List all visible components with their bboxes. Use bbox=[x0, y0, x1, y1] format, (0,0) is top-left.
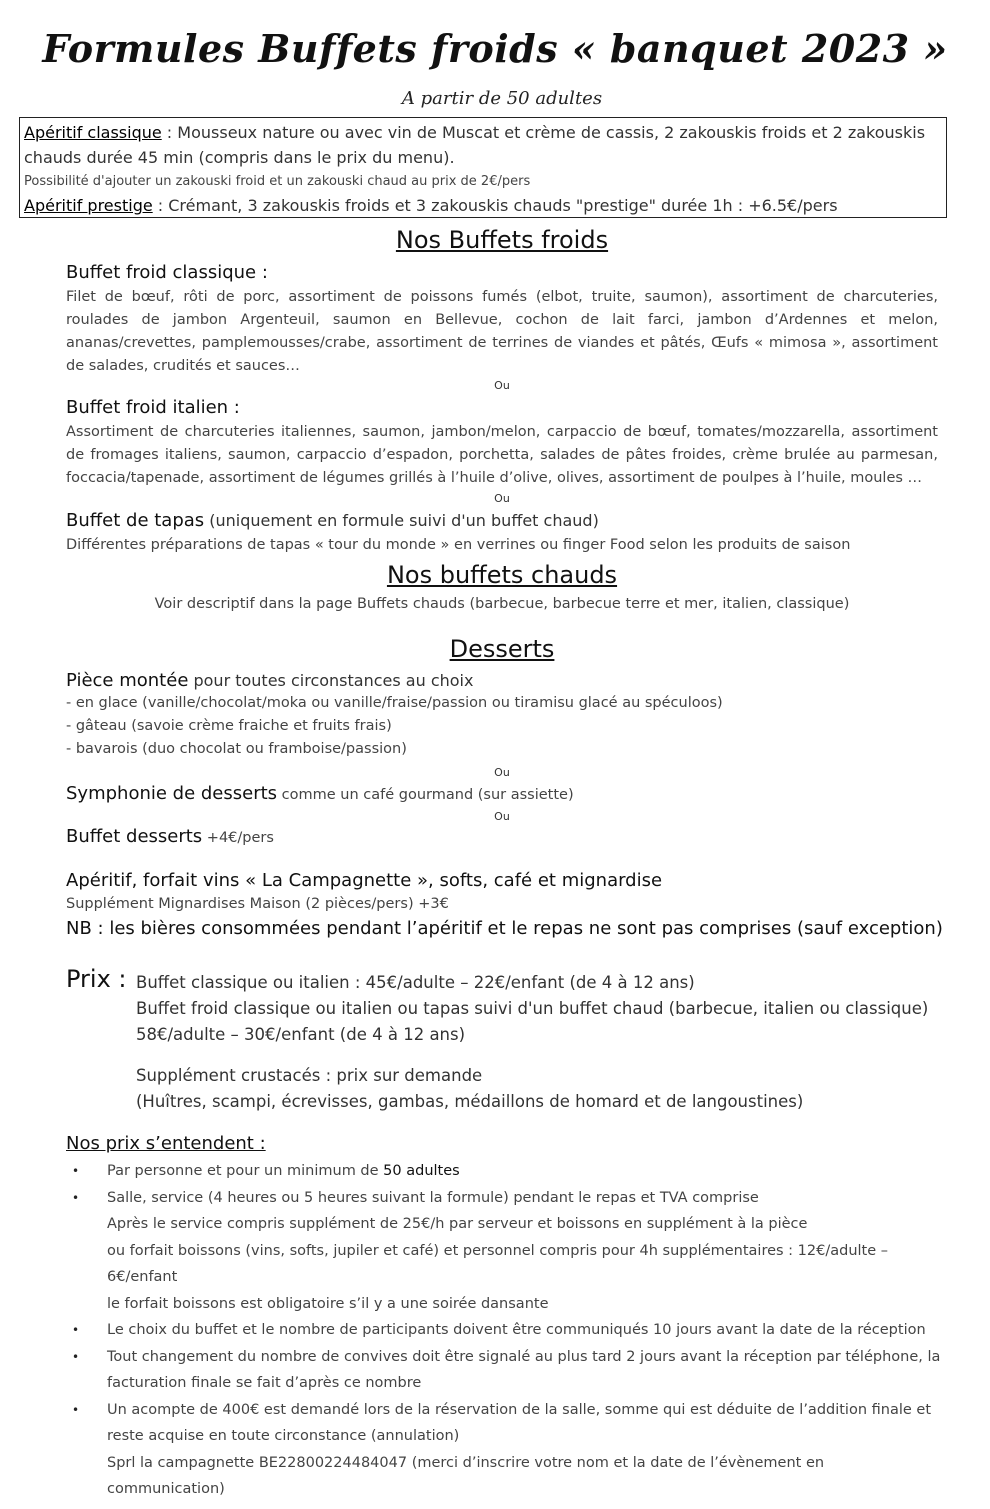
terms-item-text: Par personne et pour un minimum de bbox=[107, 1163, 384, 1179]
terms-item-sub: le forfait boissons est obligatoire s’il y a une soirée dansante bbox=[107, 1295, 549, 1312]
page-title: Formules Buffets froids « banquet 2023 » bbox=[42, 26, 948, 71]
price-label: Prix : bbox=[66, 965, 127, 993]
buffet-classique-desc: Filet de bœuf, rôti de porc, assortiment de poissons fumés (elbot, truite, saumon), assortiment de charcuteries, roulades de jambon Argenteuil, saumon en Bellevue, cochon de lait farci, jambon d’Ardennes et melon, ananas/crevettes, pamplemousses/crabe, assortiment de terrines de viandes et pâtés, Œufs « mimosa », assortiment de salades, crudités et sauces… bbox=[66, 289, 938, 374]
terms-item bbox=[66, 1317, 946, 1344]
ou-separator: Ou bbox=[494, 379, 510, 392]
price-line: 58€/adulte – 30€/enfant (de 4 à 12 ans) bbox=[136, 1025, 466, 1044]
buffet-desserts-note: +4€/pers bbox=[202, 830, 274, 846]
price-line: Buffet classique ou italien : 45€/adulte – 22€/enfant (de 4 à 12 ans) bbox=[136, 973, 695, 992]
aperitif-classique-line bbox=[24, 120, 942, 145]
buffet-desserts-title: Buffet desserts bbox=[66, 826, 203, 847]
terms-item-sub: 6€/enfant bbox=[107, 1269, 178, 1285]
buffet-tapas-desc: Différentes préparations de tapas « tour du monde » en verrines ou finger Food selon les produits de saison bbox=[66, 537, 851, 553]
piece-montee-title: Pièce montée bbox=[66, 670, 189, 691]
terms-item-sub: ou forfait boissons (vins, softs, jupiler et café) et personnel compris pour 4h supplémentaires : 12€/adulte – bbox=[107, 1242, 889, 1259]
aperitif-box bbox=[19, 117, 947, 218]
buffet-italien-title: Buffet froid italien : bbox=[66, 397, 240, 418]
bullet-icon: • bbox=[72, 1402, 80, 1417]
aperitif-prestige-text: : Crémant, 3 zakouskis froids et 3 zakouskis chauds "prestige" durée 1h : +6.5€/pers bbox=[152, 196, 838, 215]
aperitif-classique-line-2: chauds durée 45 min (compris dans le prix du menu). bbox=[24, 148, 455, 167]
terms-item-text: Tout changement du nombre de convives doit être signalé au plus tard 2 jours avant la réception par téléphone, la facturation finale se fait d’après ce nombre bbox=[107, 1348, 941, 1391]
forfait-nb: NB : les bières consommées pendant l’apéritif et le repas ne sont pas comprises (sauf exception) bbox=[66, 918, 943, 939]
bullet-icon: • bbox=[72, 1323, 80, 1337]
buffet-tapas-title: Buffet de tapas bbox=[66, 510, 205, 531]
buffet-tapas-line bbox=[66, 509, 938, 533]
page-subtitle: A partir de 50 adultes bbox=[401, 88, 603, 109]
buffet-tapas-note: (uniquement en formule suivi d'un buffet chaud) bbox=[204, 511, 599, 530]
terms-title: Nos prix s’entendent : bbox=[66, 1133, 266, 1154]
aperitif-supplement: Possibilité d'ajouter un zakouski froid et un zakouski chaud au prix de 2€/pers bbox=[24, 174, 531, 189]
aperitif-classique-label: Apéritif classique bbox=[24, 123, 162, 142]
terms-item-text: Salle, service (4 heures ou 5 heures suivant la formule) pendant le repas et TVA comprise bbox=[107, 1189, 759, 1206]
forfait-block bbox=[66, 869, 943, 941]
symphonie-title: Symphonie de desserts bbox=[66, 783, 278, 804]
terms-item bbox=[66, 1397, 946, 1503]
ou-separator: Ou bbox=[494, 492, 510, 505]
aperitif-prestige-line bbox=[24, 193, 942, 218]
piece-montee-block bbox=[66, 670, 938, 761]
price-line: Supplément crustacés : prix sur demande bbox=[136, 1066, 483, 1085]
price-line: (Huîtres, scampi, écrevisses, gambas, médaillons de homard et de langoustines) bbox=[136, 1092, 804, 1111]
bullet-icon: • bbox=[72, 1190, 80, 1205]
terms-item bbox=[66, 1158, 946, 1185]
bullet-icon: • bbox=[72, 1164, 80, 1178]
aperitif-classique-text: : Mousseux nature ou avec vin de Muscat et crème de cassis, 2 zakouskis froids et 2 zakouskis bbox=[161, 123, 926, 142]
bullet-icon: • bbox=[72, 1349, 80, 1364]
forfait-supplement: Supplément Mignardises Maison (2 pièces/pers) +3€ bbox=[66, 896, 449, 912]
terms-item-emphasis: 50 adultes bbox=[383, 1163, 460, 1179]
symphonie-block bbox=[66, 783, 938, 804]
forfait-title: Apéritif, forfait vins « La Campagnette », softs, café et mignardise bbox=[66, 870, 663, 891]
terms-item-sub: Après le service compris supplément de 25€/h par serveur et boissons en supplément à la pièce bbox=[107, 1216, 808, 1232]
piece-montee-option: - bavarois (duo chocolat ou framboise/passion) bbox=[66, 741, 407, 757]
buffets-chauds-desc: Voir descriptif dans la page Buffets chauds (barbecue, barbecue terre et mer, italien, classique) bbox=[154, 596, 850, 612]
section-title-desserts: Desserts bbox=[449, 635, 555, 663]
terms-item bbox=[66, 1185, 946, 1318]
price-spacer bbox=[136, 1048, 936, 1063]
piece-montee-option: - gâteau (savoie crème fraiche et fruits frais) bbox=[66, 718, 392, 734]
buffet-italien-desc: Assortiment de charcuteries italiennes, saumon, jambon/melon, carpaccio de bœuf, tomates/mozzarella, assortiment de fromages italiens, saumon, carpaccio d’espadon, porchetta, salades de pâtes froides, crème brulée au parmesan, foccacia/tapenade, assortiment de légumes grillés à l’huile d’olive, olives, assortiment de poulpes à l’huile, moules … bbox=[66, 424, 938, 486]
terms-item-text: Le choix du buffet et le nombre de participants doivent être communiqués 10 jours avant la date de la réception bbox=[107, 1322, 926, 1338]
piece-montee-line bbox=[66, 670, 938, 691]
aperitif-prestige-label: Apéritif prestige bbox=[24, 196, 153, 215]
section-title-buffets-chauds: Nos buffets chauds bbox=[386, 561, 618, 589]
buffet-italien-block bbox=[66, 396, 938, 490]
ou-separator: Ou bbox=[494, 810, 510, 823]
terms-item-text: Un acompte de 400€ est demandé lors de la réservation de la salle, somme qui est déduite de l’addition finale et reste acquise en toute circonstance (annulation) bbox=[107, 1401, 932, 1444]
price-line: Buffet froid classique ou italien ou tapas suivi d'un buffet chaud (barbecue, italien ou classique) bbox=[136, 999, 929, 1018]
price-lines bbox=[136, 970, 936, 1115]
buffet-classique-block bbox=[66, 261, 938, 378]
buffet-classique-title: Buffet froid classique : bbox=[66, 262, 268, 283]
section-title-buffets-froids: Nos Buffets froids bbox=[395, 226, 609, 254]
terms-list bbox=[66, 1158, 946, 1503]
symphonie-note: comme un café gourmand (sur assiette) bbox=[277, 787, 574, 803]
buffet-desserts-block bbox=[66, 826, 938, 847]
piece-montee-note: pour toutes circonstances au choix bbox=[188, 671, 474, 690]
terms-item-sub: Sprl la campagnette BE22800224484047 (merci d’inscrire votre nom et la date de l’évènement en communication) bbox=[107, 1454, 825, 1497]
buffet-tapas-block bbox=[66, 509, 938, 557]
piece-montee-option: - en glace (vanille/chocolat/moka ou vanille/fraise/passion ou tiramisu glacé au spéculoos) bbox=[66, 695, 723, 711]
ou-separator: Ou bbox=[494, 766, 510, 779]
terms-item bbox=[66, 1344, 946, 1397]
